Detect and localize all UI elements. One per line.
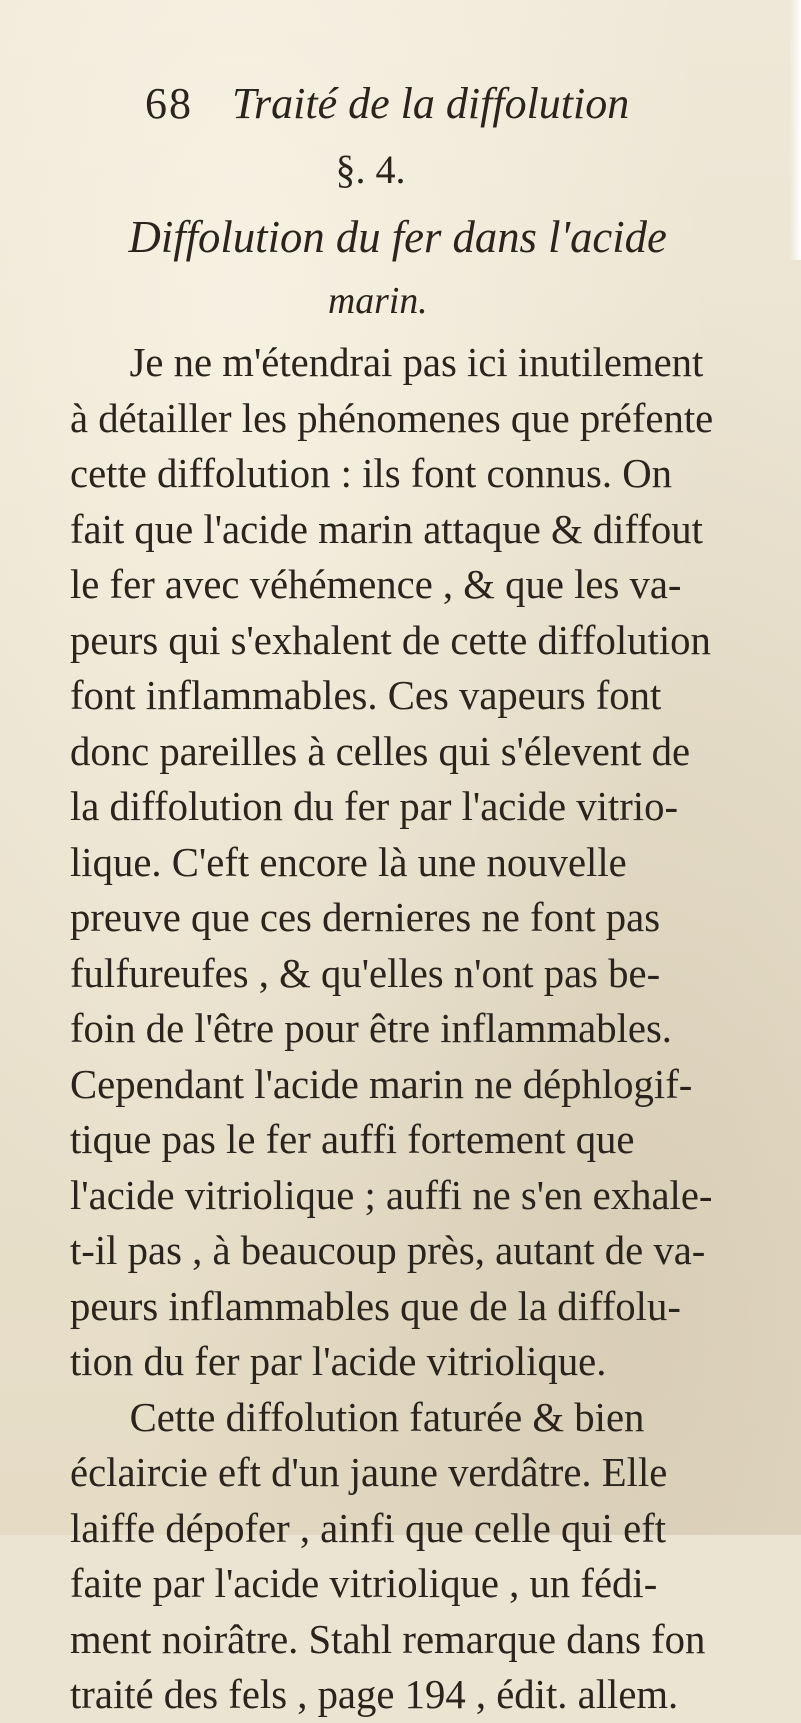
- text-line: cette diffolution : ils font connus. On: [70, 450, 672, 496]
- text-line: tique pas le fer auffi fortement que: [70, 1116, 635, 1162]
- running-title: Traité de la diffolution: [232, 79, 630, 128]
- text-line: Je ne m'étendrai pas ici inutilement: [129, 339, 704, 385]
- text-line: lique. C'eft encore là une nouvelle: [70, 838, 627, 885]
- section-title-line-2: marin.: [328, 280, 428, 322]
- text-line: Cependant l'acide marin ne déphlogif-: [70, 1060, 693, 1107]
- text-line: Cette diffolution faturée & bien: [129, 1393, 645, 1440]
- text-line: tion du fer par l'acide vitriolique.: [70, 1338, 607, 1384]
- text-line: font inflammables. Ces vapeurs font: [70, 672, 662, 718]
- text-line: à détailler les phénomenes que préfente: [70, 394, 714, 441]
- text-line: laiffe dépofer , ainfi que celle qui eft: [70, 1504, 667, 1551]
- text-line: ment noirâtre. Stahl remarque dans fon: [70, 1615, 706, 1662]
- text-line: le fer avec véhémence , & que les va-: [70, 561, 682, 607]
- text-line: t-il pas , à beaucoup près, autant de va-: [70, 1227, 706, 1273]
- text-line: preuve que ces dernieres ne font pas: [70, 894, 661, 940]
- section-title-line-1: Diffolution du fer dans l'acide: [128, 212, 667, 262]
- running-header: [145, 79, 630, 128]
- body-text: [70, 335, 800, 1723]
- text-line: fulfureufes , & qu'elles n'ont pas be-: [70, 949, 661, 996]
- page-number: 68: [145, 79, 193, 128]
- text-line: éclaircie eft d'un jaune verdâtre. Elle: [70, 1449, 668, 1495]
- text-line: peurs inflammables que de la diffolu-: [70, 1282, 681, 1329]
- text-line: l'acide vitriolique ; auffi ne s'en exhale-: [70, 1171, 713, 1218]
- text-line: peurs qui s'exhalent de cette diffolution: [70, 616, 711, 663]
- text-line: faite par l'acide vitriolique , un fédi-: [70, 1560, 658, 1606]
- text-line: traité des fels , page 194 , édit. allem.: [70, 1671, 679, 1717]
- text-line: donc pareilles à celles qui s'élevent de: [70, 727, 691, 774]
- text-line: la diffolution du fer par l'acide vitrio-: [70, 783, 679, 829]
- text-line: fait que l'acide marin attaque & diffout: [70, 505, 703, 552]
- section-number: §. 4.: [335, 147, 406, 192]
- text-line: foin de l'être pour être inflammables.: [70, 1005, 672, 1051]
